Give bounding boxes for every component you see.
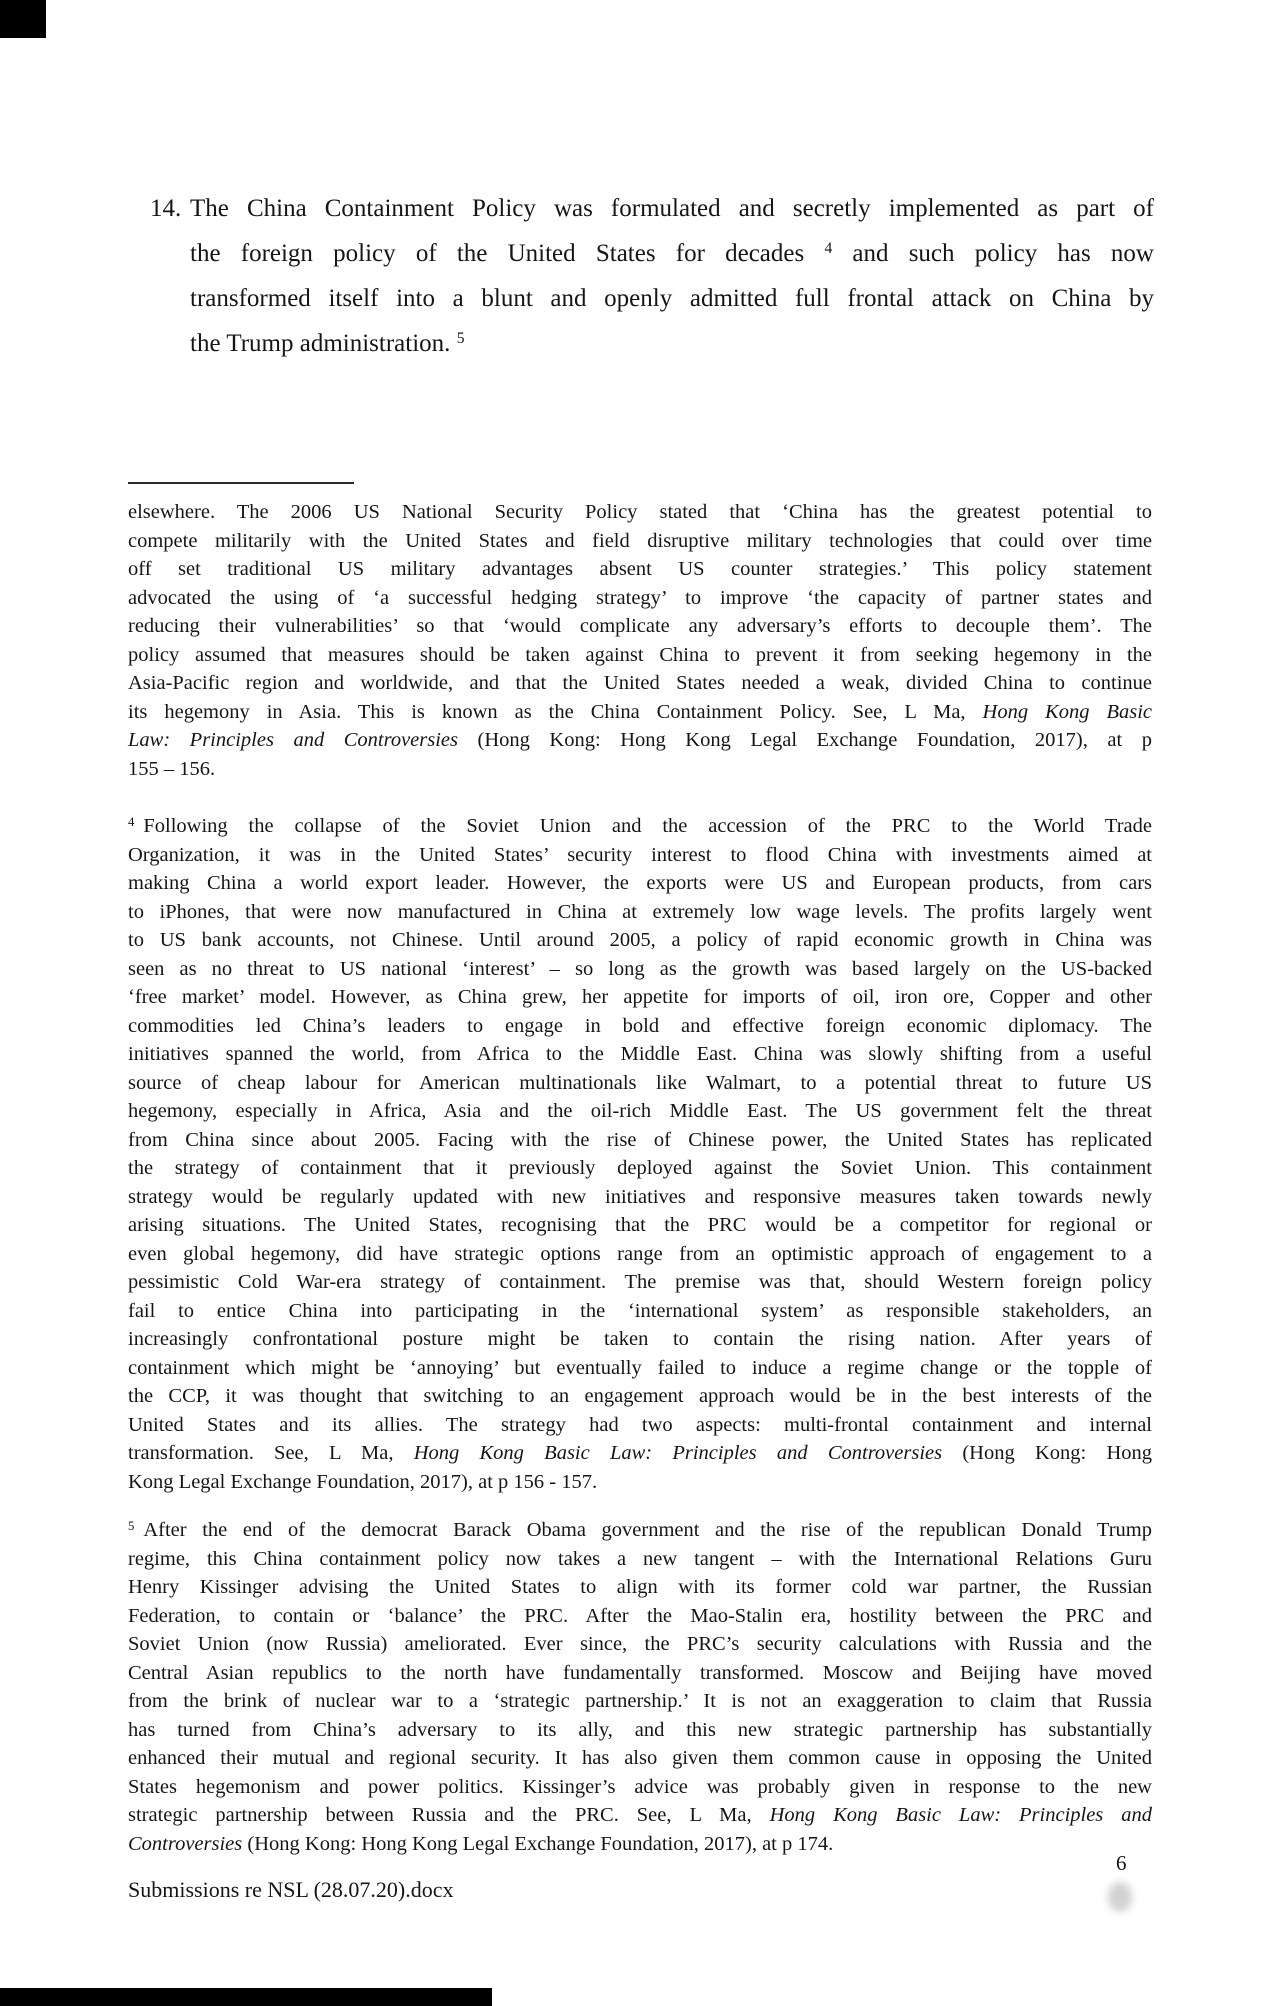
text-line: arising situations. The United States, recognising that the PRC would be a competitor for regional or — [128, 1214, 1152, 1236]
text-line: 14. The China Containment Policy was formulated and secretly implemented as part of — [150, 195, 1154, 222]
footnote-continuation — [128, 498, 1152, 783]
text-line: strategy would be regularly updated with new initiatives and responsive measures taken towards newly — [128, 1185, 1152, 1208]
text-line: Law: Principles and Controversies (Hong Kong: Hong Kong Legal Exchange Foundation, 2017), at p — [128, 729, 1152, 751]
scan-artifact-bottom-bar — [0, 1988, 492, 2006]
text-line: containment which might be ‘annoying’ but eventually failed to induce a regime change or the topple of — [128, 1356, 1152, 1379]
text-line: advocated the using of ‘a successful hedging strategy’ to improve ‘the capacity of partner states and — [128, 586, 1152, 609]
text-line: States hegemonism and power politics. Kissinger’s advice was probably given in response to the new — [128, 1775, 1152, 1798]
text-line: reducing their vulnerabilities’ so that ‘would complicate any adversary’s efforts to decouple them’. The — [128, 615, 1152, 637]
text-line: the Trump administration. $^5$ — [190, 330, 465, 357]
text-line: 155 – 156. — [128, 757, 216, 780]
text-line: policy assumed that measures should be taken against China to prevent it from seeking hegemony in the — [128, 643, 1152, 666]
text-line: the strategy of containment that it previously deployed against the Soviet Union. This containment — [128, 1157, 1152, 1179]
text-line: elsewhere. The 2006 US National Security Policy stated that ‘China has the greatest potential to — [128, 501, 1152, 523]
text-line: enhanced their mutual and regional security. It has also given them common cause in opposing the United — [128, 1747, 1152, 1769]
text-line: increasingly confrontational posture might be taken to contain the rising nation. After years of — [128, 1328, 1152, 1350]
text-line: $^4$ Following the collapse of the Soviet Union and the accession of the PRC to the World Trade — [128, 814, 1152, 837]
text-line: commodities led China’s leaders to engage in bold and effective foreign economic diplomacy. The — [128, 1014, 1152, 1037]
page-number: 6 — [1116, 1851, 1127, 1875]
text-line: to US bank accounts, not Chinese. Until around 2005, a policy of rapid economic growth in China was — [128, 929, 1152, 951]
text-line: transformed itself into a blunt and openly admitted full frontal attack on China by — [190, 285, 1154, 312]
text-line: ‘free market’ model. However, as China grew, her appetite for imports of oil, iron ore, Copper and other — [128, 986, 1152, 1008]
text-line: making China a world export leader. However, the exports were US and European products, from cars — [128, 872, 1152, 894]
text-line: Central Asian republics to the north have fundamentally transformed. Moscow and Beijing have moved — [128, 1661, 1152, 1684]
text-line: hegemony, especially in Africa, Asia and the oil-rich Middle East. The US government felt the threat — [128, 1100, 1152, 1122]
text-line: pessimistic Cold War-era strategy of containment. The premise was that, should Western foreign policy — [128, 1271, 1152, 1293]
text-line: Organization, it was in the United States’ security interest to flood China with investments aimed at — [128, 843, 1152, 866]
text-line: Controversies (Hong Kong: Hong Kong Legal Exchange Foundation, 2017), at p 174. — [128, 1832, 834, 1855]
text-line: seen as no threat to US national ‘interest’ – so long as the growth was based largely on the US-backed — [128, 957, 1152, 980]
text-line: fail to entice China into participating in the ‘international system’ as responsible stakeholders, an — [128, 1299, 1152, 1322]
footnote-separator-line — [128, 482, 354, 484]
footer-filename: Submissions re NSL (28.07.20).docx — [128, 1877, 454, 1902]
text-line: to iPhones, that were now manufactured in China at extremely low wage levels. The profits largely went — [128, 900, 1152, 923]
text-line: Asia-Pacific region and worldwide, and that the United States needed a weak, divided China to continue — [128, 672, 1152, 694]
text-line: Henry Kissinger advising the United States to align with its former cold war partner, the Russian — [128, 1576, 1152, 1598]
text-line: source of cheap labour for American multinationals like Walmart, to a potential threat to future US — [128, 1071, 1152, 1094]
text-line: Federation, to contain or ‘balance’ the PRC. After the Mao-Stalin era, hostility between the PRC and — [128, 1604, 1152, 1627]
footnote-5 — [128, 1516, 1152, 1858]
text-line: United States and its allies. The strategy had two aspects: multi-frontal containment and internal — [128, 1413, 1152, 1436]
scan-artifact-top-left — [0, 0, 46, 38]
text-line: its hegemony in Asia. This is known as the China Containment Policy. See, L Ma, Hong Kong Basic — [128, 700, 1152, 723]
text-line: from the brink of nuclear war to a ‘strategic partnership.’ It is not an exaggeration to claim that Russia — [128, 1690, 1152, 1712]
text-line: $^5$ After the end of the democrat Barack Obama government and the rise of the republican Donald Trump — [128, 1518, 1152, 1541]
text-line: compete militarily with the United States and field disruptive military technologies that could over time — [128, 529, 1152, 552]
text-line: strategic partnership between Russia and the PRC. See, L Ma, Hong Kong Basic Law: Principles and — [128, 1804, 1152, 1826]
text-line: even global hegemony, did have strategic options range from an optimistic approach of engagement to a — [128, 1242, 1152, 1265]
text-line: off set traditional US military advantages absent US counter strategies.’ This policy statement — [128, 558, 1152, 580]
text-line: regime, this China containment policy now takes a new tangent – with the International Relations Guru — [128, 1547, 1152, 1570]
footnote-4 — [128, 812, 1152, 1496]
text-line: has turned from China’s adversary to its ally, and this new strategic partnership has substantially — [128, 1718, 1152, 1741]
text-line: Soviet Union (now Russia) ameliorated. Ever since, the PRC’s security calculations with Russia and the — [128, 1633, 1152, 1655]
text-line: from China since about 2005. Facing with the rise of Chinese power, the United States has replicated — [128, 1128, 1152, 1151]
text-line: Kong Legal Exchange Foundation, 2017), at p 156 - 157. — [128, 1470, 598, 1493]
text-line: the foreign policy of the United States for decades $^4$ and such policy has now — [190, 240, 1154, 267]
paragraph-14 — [150, 186, 1154, 366]
scan-artifact-smudge — [1108, 1882, 1132, 1912]
text-line: the CCP, it was thought that switching to an engagement approach would be in the best interests of the — [128, 1385, 1152, 1407]
text-line: initiatives spanned the world, from Africa to the Middle East. China was slowly shifting from a useful — [128, 1043, 1152, 1065]
text-line: transformation. See, L Ma, Hong Kong Basic Law: Principles and Controversies (Hong Kong: Hong — [128, 1442, 1153, 1464]
